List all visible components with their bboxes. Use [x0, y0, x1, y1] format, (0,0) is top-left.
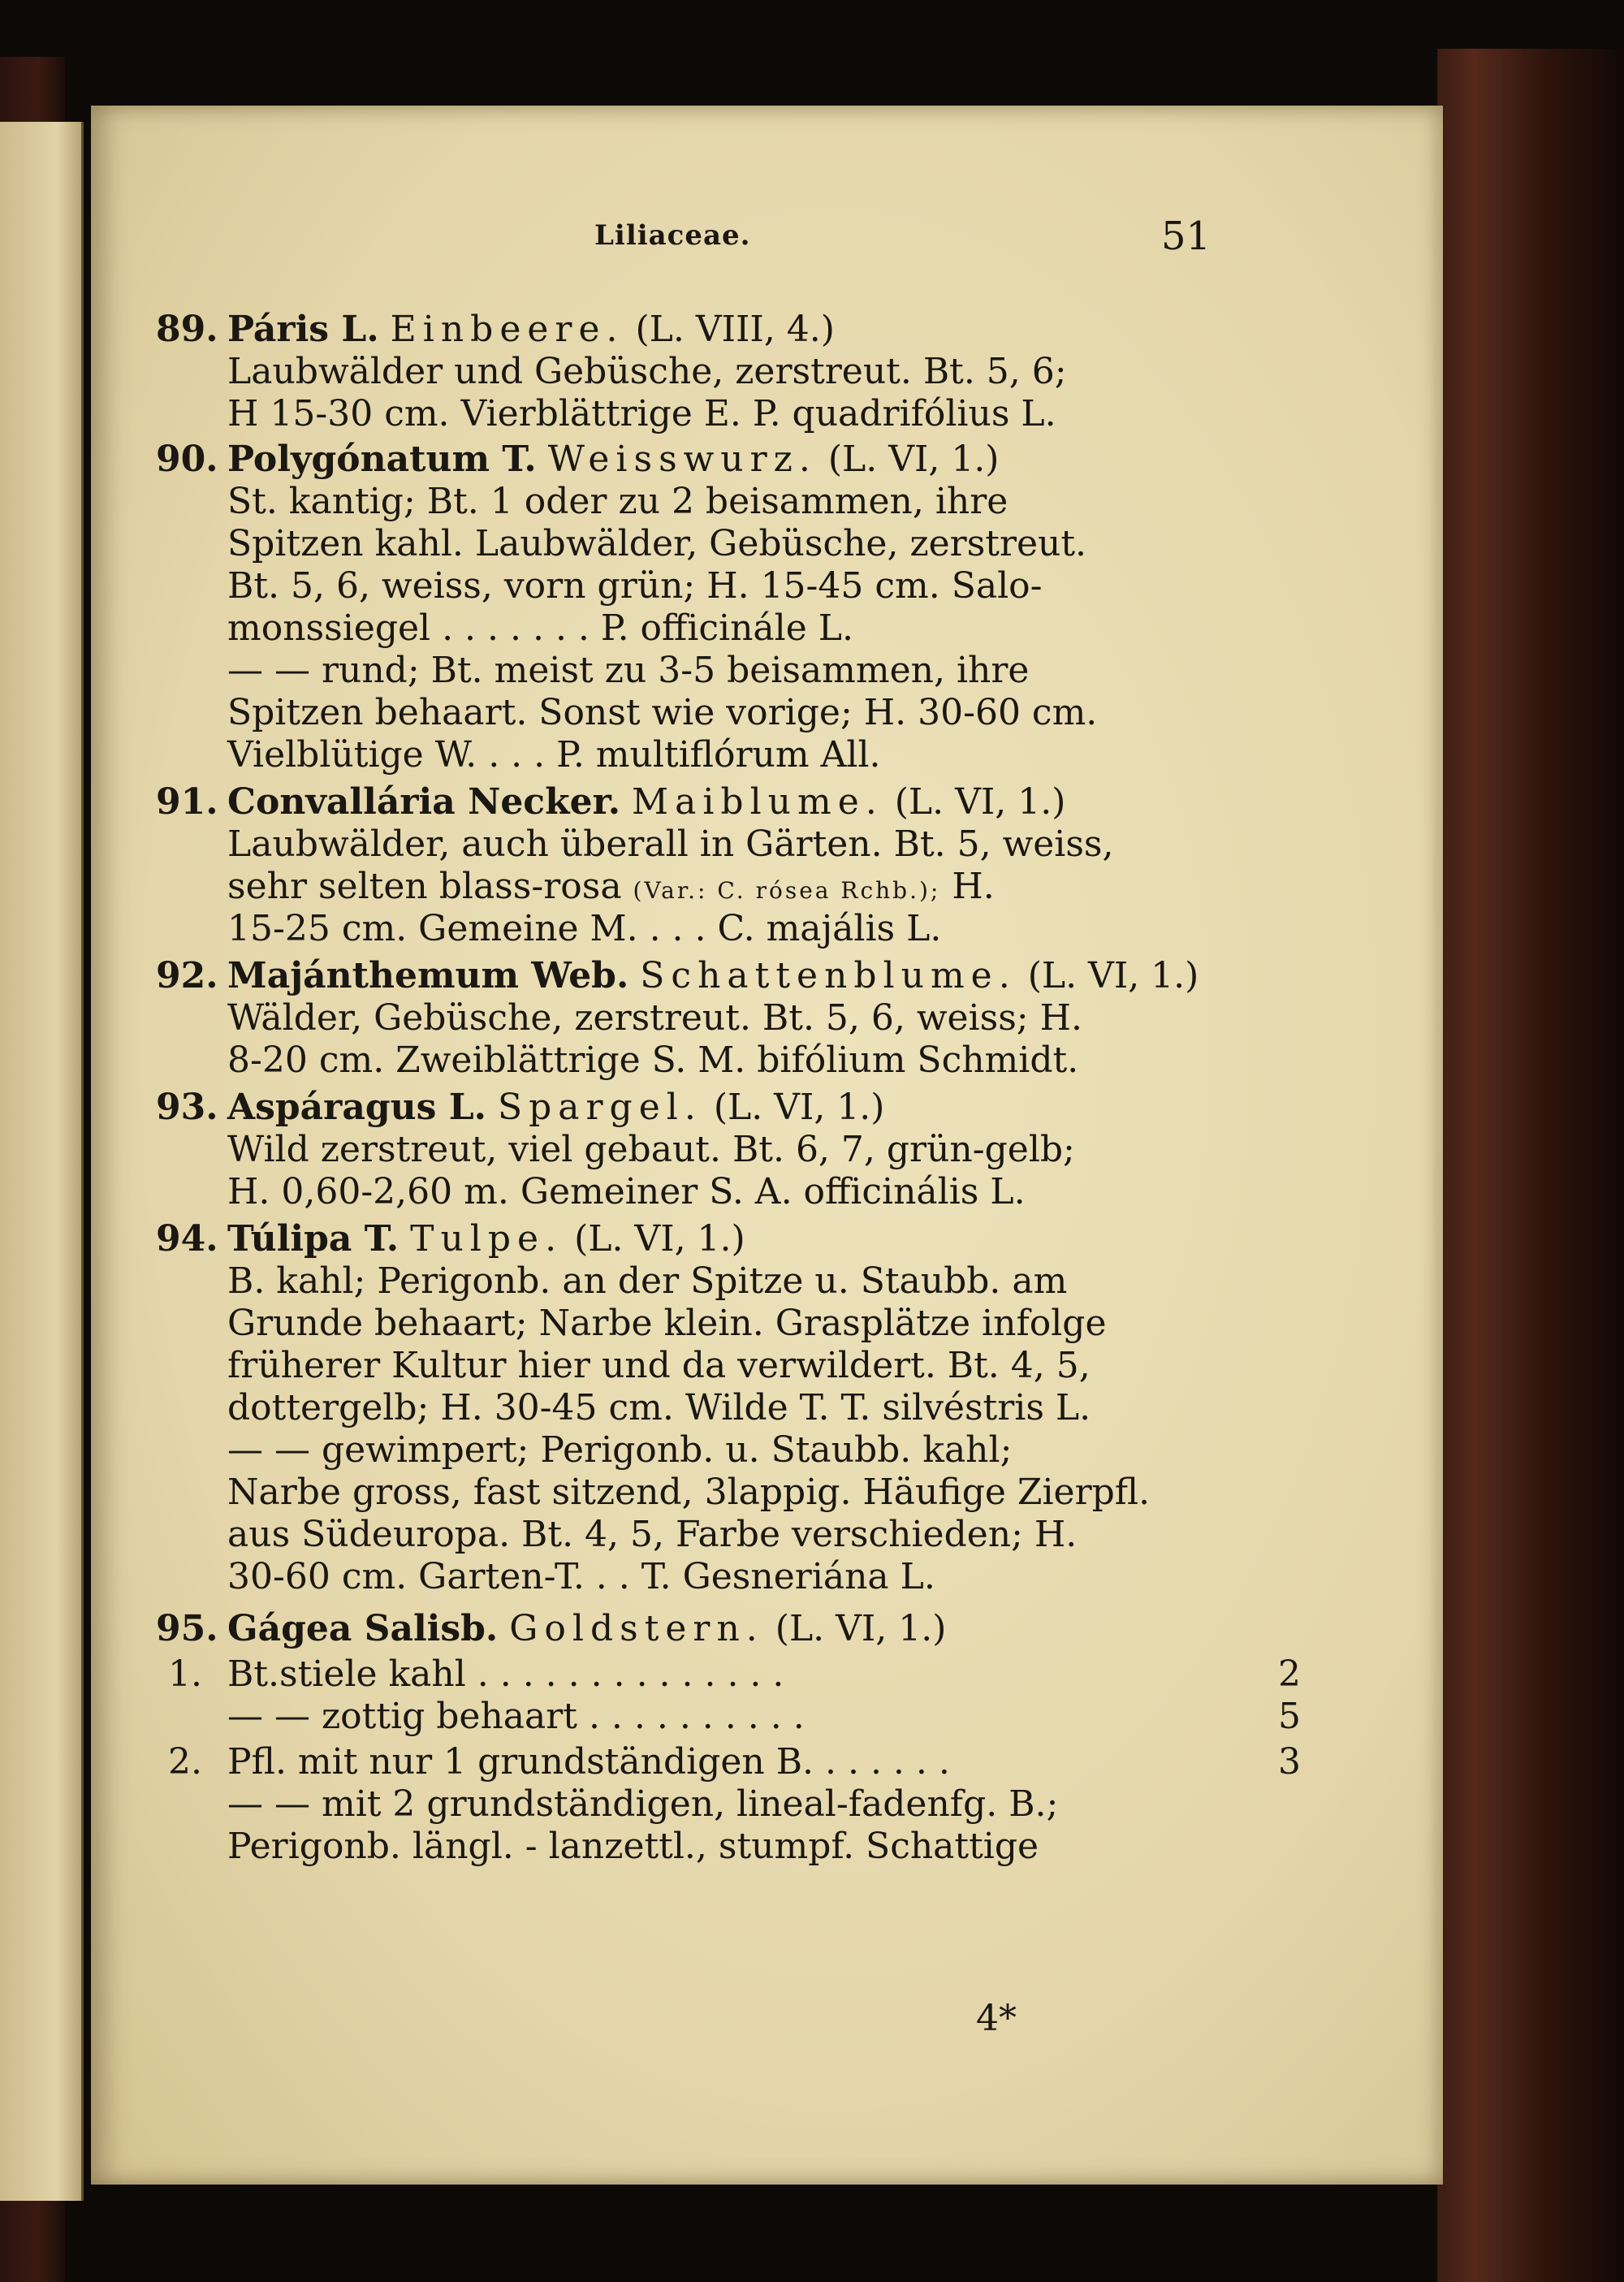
entry-line: Spitzen kahl. Laubwälder, Gebüsche, zerstreut.: [227, 523, 1087, 564]
previous-page-edge: [0, 122, 84, 2201]
entry-line: H. 0,60-2,60 m. Gemeiner S. A. officinális L.: [227, 1171, 1026, 1212]
common-name: Maiblume.: [632, 781, 883, 823]
entry-line-tail: H.: [952, 866, 995, 907]
genus-name: Túlipa T.: [227, 1218, 400, 1260]
key-lead-number: 1.: [168, 1653, 202, 1695]
key-goto: 3: [1278, 1741, 1301, 1783]
entry-line: [227, 866, 995, 912]
common-name: Schattenblume.: [640, 955, 1017, 996]
key-goto: 2: [1278, 1653, 1301, 1695]
common-name: Weisswurz.: [547, 439, 817, 480]
genus-name: Páris L.: [227, 309, 379, 350]
entry-title: [227, 1608, 946, 1650]
entry-line: Grunde behaart; Narbe klein. Grasplätze infolge: [227, 1303, 1107, 1344]
common-name: Tulpe.: [410, 1218, 564, 1260]
entry-title: [227, 781, 1065, 823]
entry-line: — — rund; Bt. meist zu 3-5 beisammen, ihre: [227, 650, 1030, 691]
entry-line: Spitzen behaart. Sonst wie vorige; H. 30-60 cm.: [227, 692, 1098, 733]
entry-line: 30-60 cm. Garten-T. . . T. Gesneriána L.: [227, 1556, 935, 1597]
entry-line: monssiegel . . . . . . . P. officinále L.: [227, 607, 853, 649]
linnaean-ref: (L. VI, 1.): [713, 1087, 885, 1128]
entry-title: [227, 439, 999, 481]
entry-line: B. kahl; Perigonb. an der Spitze u. Staubb. am: [227, 1260, 1068, 1302]
key-line: — — mit 2 grundständigen, lineal-fadenfg. B.;: [227, 1783, 1059, 1825]
page-number: 51: [1161, 214, 1212, 259]
common-name: Spargel.: [497, 1087, 702, 1128]
linnaean-ref: (L. VIII, 4.): [635, 309, 835, 350]
entry-number: 94.: [156, 1218, 218, 1260]
entry-line: dottergelb; H. 30-45 cm. Wilde T. T. silvéstris L.: [227, 1387, 1091, 1428]
entry-title: [227, 1087, 884, 1129]
genus-name: Polygónatum T.: [227, 439, 537, 480]
entry-line: Bt. 5, 6, weiss, vorn grün; H. 15-45 cm. Salo-: [227, 565, 1043, 607]
linnaean-ref: (L. VI, 1.): [1027, 955, 1199, 996]
linnaean-ref: (L. VI, 1.): [574, 1218, 745, 1260]
key-line: Perigonb. längl. - lanzettl., stumpf. Schattige: [227, 1826, 1039, 1867]
entry-number: 95.: [156, 1608, 218, 1649]
genus-name: Majánthemum Web.: [227, 955, 629, 996]
entry-number: 89.: [156, 309, 218, 350]
entry-line: Wälder, Gebüsche, zerstreut. Bt. 5, 6, weiss; H.: [227, 997, 1082, 1039]
signature-mark: 4*: [976, 1998, 1017, 2039]
entry-number: 90.: [156, 439, 218, 480]
book-cover-right: [1437, 49, 1624, 2282]
entry-line: Narbe gross, fast sitzend, 3lappig. Häufige Zierpfl.: [227, 1472, 1151, 1513]
book-page: [91, 106, 1443, 2185]
key-line: Bt.stiele kahl . . . . . . . . . . . . . .: [227, 1653, 784, 1695]
entry-line: 8-20 cm. Zweiblättrige S. M. bifólium Schmidt.: [227, 1039, 1079, 1081]
entry-line: früherer Kultur hier und da verwildert. Bt. 4, 5,: [227, 1345, 1091, 1386]
key-goto: 5: [1278, 1696, 1301, 1737]
entry-line: St. kantig; Bt. 1 oder zu 2 beisammen, ihre: [227, 481, 1009, 522]
entry-title: [227, 1218, 745, 1260]
linnaean-ref: (L. VI, 1.): [894, 781, 1066, 823]
entry-number: 92.: [156, 955, 218, 996]
entry-number: 91.: [156, 781, 218, 823]
variety-note: (Var.: C. rósea Rchb.);: [633, 877, 941, 904]
linnaean-ref: (L. VI, 1.): [827, 439, 1000, 480]
entry-line-text: sehr selten blass-rosa: [227, 866, 622, 907]
common-name: Goldstern.: [509, 1608, 764, 1649]
entry-line: aus Südeuropa. Bt. 4, 5, Farbe verschieden; H.: [227, 1514, 1078, 1555]
key-line: — — zottig behaart . . . . . . . . . .: [227, 1696, 805, 1737]
genus-name: Aspáragus L.: [227, 1087, 486, 1128]
running-header: Liliaceae.: [594, 219, 751, 252]
entry-line: — — gewimpert; Perigonb. u. Staubb. kahl;: [227, 1429, 1013, 1471]
genus-name: Convallária Necker.: [227, 781, 621, 823]
key-lead-number: 2.: [168, 1741, 202, 1783]
entry-title: [227, 955, 1199, 997]
common-name: Einbeere.: [390, 309, 624, 350]
entry-line: Vielblütige W. . . . P. multiflórum All.: [227, 734, 881, 776]
page-text: [91, 106, 1443, 2185]
entry-line: Wild zerstreut, viel gebaut. Bt. 6, 7, grün-gelb;: [227, 1129, 1075, 1170]
linnaean-ref: (L. VI, 1.): [775, 1608, 947, 1649]
entry-line: Laubwälder, auch überall in Gärten. Bt. 5, weiss,: [227, 823, 1114, 865]
key-line: Pfl. mit nur 1 grundständigen B. . . . . . .: [227, 1741, 950, 1783]
entry-line: 15-25 cm. Gemeine M. . . . C. majális L.: [227, 908, 942, 949]
entry-line: H 15-30 cm. Vierblättrige E. P. quadrifólius L.: [227, 393, 1056, 434]
genus-name: Gágea Salisb.: [227, 1608, 499, 1649]
entry-number: 93.: [156, 1087, 218, 1128]
entry-title: [227, 309, 835, 351]
entry-line: Laubwälder und Gebüsche, zerstreut. Bt. 5, 6;: [227, 351, 1067, 392]
